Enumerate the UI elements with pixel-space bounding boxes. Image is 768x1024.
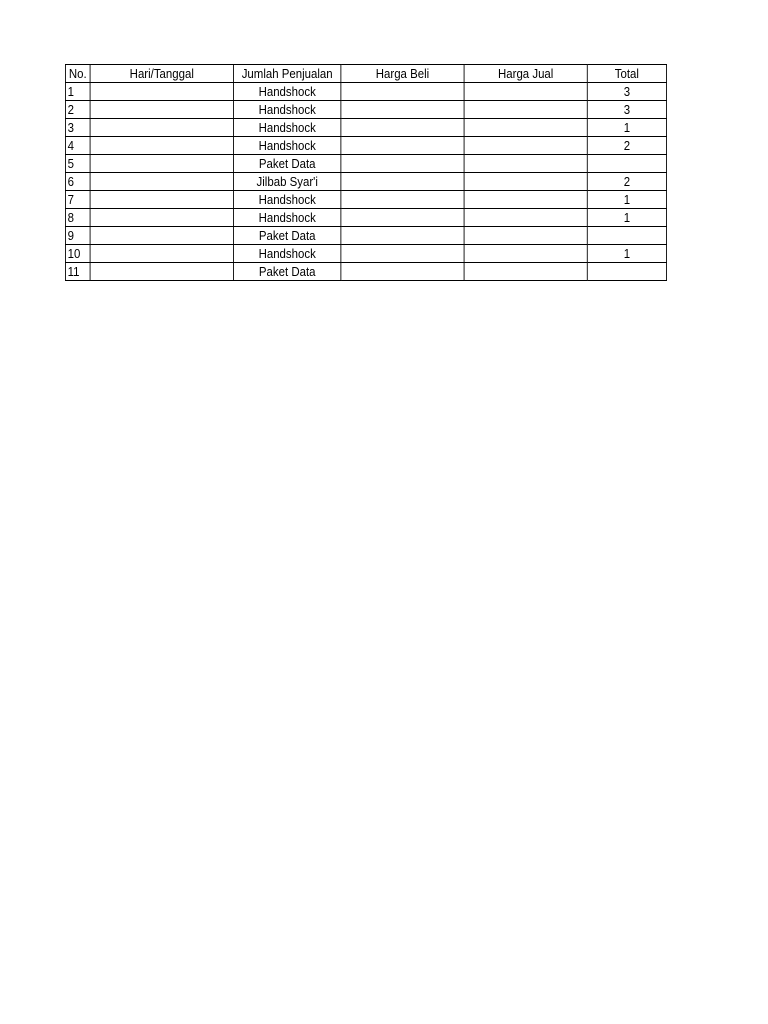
- cell-jumlah-penjualan: Handshock: [234, 245, 341, 263]
- table-row: [65, 101, 666, 119]
- cell-no: 11: [65, 263, 90, 281]
- cell-harga-jual: [464, 137, 587, 155]
- cell-harga-jual: [464, 155, 587, 173]
- cell-no: 8: [65, 209, 90, 227]
- cell-harga-jual: [464, 227, 587, 245]
- cell-hari-tanggal: [90, 191, 233, 209]
- cell-total: [587, 263, 666, 281]
- cell-jumlah-penjualan: Jilbab Syar'i: [234, 173, 341, 191]
- cell-total: 1: [587, 119, 666, 137]
- cell-no: 6: [65, 173, 90, 191]
- cell-total: 2: [587, 137, 666, 155]
- cell-harga-jual: [464, 209, 587, 227]
- cell-hari-tanggal: [90, 137, 233, 155]
- cell-harga-beli: [341, 263, 464, 281]
- table-row: [65, 119, 666, 137]
- table-row: [65, 209, 666, 227]
- cell-harga-jual: [464, 263, 587, 281]
- cell-jumlah-penjualan: Handshock: [234, 137, 341, 155]
- cell-hari-tanggal: [90, 173, 233, 191]
- cell-harga-jual: [464, 101, 587, 119]
- cell-jumlah-penjualan: Handshock: [234, 191, 341, 209]
- cell-harga-beli: [341, 119, 464, 137]
- cell-jumlah-penjualan: Handshock: [234, 101, 341, 119]
- table-row: [65, 155, 666, 173]
- cell-harga-beli: [341, 83, 464, 101]
- sales-table: [65, 64, 667, 281]
- cell-harga-beli: [341, 209, 464, 227]
- table-row: [65, 245, 666, 263]
- header-jumlah-penjualan: Jumlah Penjualan: [234, 65, 341, 83]
- cell-hari-tanggal: [90, 119, 233, 137]
- cell-no: 5: [65, 155, 90, 173]
- cell-harga-beli: [341, 173, 464, 191]
- cell-total: 1: [587, 191, 666, 209]
- header-total: Total: [587, 65, 666, 83]
- cell-harga-jual: [464, 191, 587, 209]
- cell-harga-beli: [341, 227, 464, 245]
- table-body: [65, 83, 666, 281]
- cell-no: 7: [65, 191, 90, 209]
- cell-total: 1: [587, 209, 666, 227]
- cell-hari-tanggal: [90, 245, 233, 263]
- cell-harga-beli: [341, 137, 464, 155]
- cell-harga-jual: [464, 83, 587, 101]
- cell-total: 2: [587, 173, 666, 191]
- spreadsheet-page: [65, 64, 749, 281]
- cell-jumlah-penjualan: Handshock: [234, 83, 341, 101]
- cell-harga-beli: [341, 245, 464, 263]
- table-row: [65, 137, 666, 155]
- cell-total: [587, 227, 666, 245]
- cell-no: 3: [65, 119, 90, 137]
- cell-hari-tanggal: [90, 209, 233, 227]
- table-row: [65, 83, 666, 101]
- table-row: [65, 191, 666, 209]
- cell-hari-tanggal: [90, 227, 233, 245]
- cell-no: 4: [65, 137, 90, 155]
- cell-jumlah-penjualan: Paket Data: [234, 227, 341, 245]
- cell-jumlah-penjualan: Paket Data: [234, 155, 341, 173]
- table-row: [65, 173, 666, 191]
- header-row: [65, 65, 666, 83]
- cell-no: 10: [65, 245, 90, 263]
- cell-hari-tanggal: [90, 101, 233, 119]
- cell-harga-jual: [464, 119, 587, 137]
- header-harga-jual: Harga Jual: [464, 65, 587, 83]
- table-row: [65, 227, 666, 245]
- cell-harga-beli: [341, 155, 464, 173]
- cell-total: [587, 155, 666, 173]
- cell-total: 3: [587, 101, 666, 119]
- cell-harga-beli: [341, 191, 464, 209]
- table-row: [65, 263, 666, 281]
- header-no: No.: [65, 65, 90, 83]
- cell-jumlah-penjualan: Handshock: [234, 209, 341, 227]
- cell-no: 9: [65, 227, 90, 245]
- cell-hari-tanggal: [90, 263, 233, 281]
- cell-total: 1: [587, 245, 666, 263]
- cell-harga-beli: [341, 101, 464, 119]
- cell-no: 1: [65, 83, 90, 101]
- header-hari-tanggal: Hari/Tanggal: [90, 65, 233, 83]
- cell-no: 2: [65, 101, 90, 119]
- cell-jumlah-penjualan: Paket Data: [234, 263, 341, 281]
- cell-hari-tanggal: [90, 155, 233, 173]
- cell-total: 3: [587, 83, 666, 101]
- cell-harga-jual: [464, 173, 587, 191]
- cell-harga-jual: [464, 245, 587, 263]
- header-harga-beli: Harga Beli: [341, 65, 464, 83]
- cell-jumlah-penjualan: Handshock: [234, 119, 341, 137]
- cell-hari-tanggal: [90, 83, 233, 101]
